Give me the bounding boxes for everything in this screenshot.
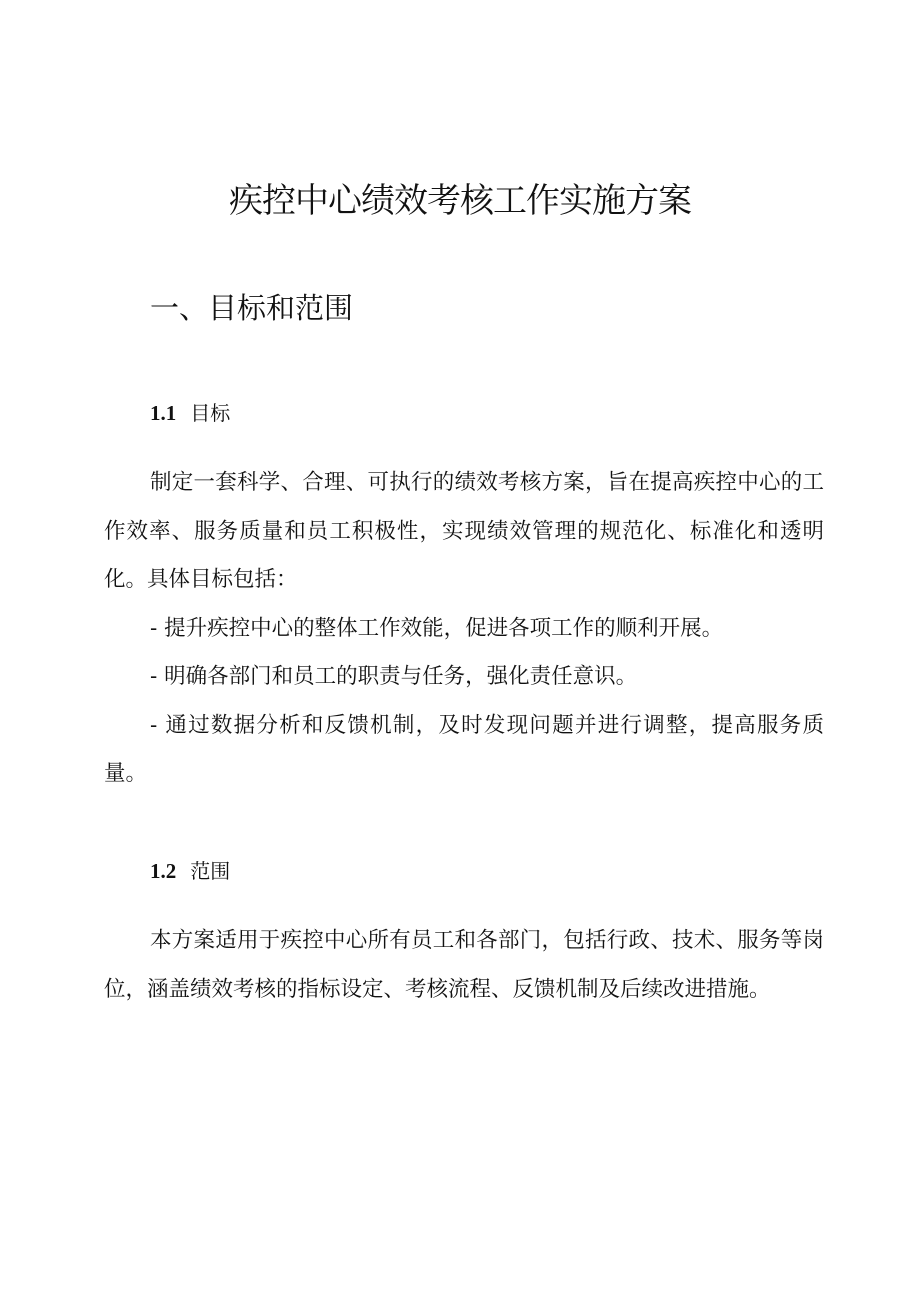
goal-bullet-item: - 明确各部门和员工的职责与任务，强化责任意识。: [150, 664, 638, 689]
document-title: 疾控中心绩效考核工作实施方案: [229, 181, 691, 221]
goal-bullet-item: - 通过数据分析和反馈机制，及时发现问题并进行调整，提高服务质量。: [104, 712, 824, 786]
section-heading-goals-scope: 一、目标和范围: [150, 291, 354, 325]
subheading-number: 1.2: [150, 859, 177, 883]
goals-body: [104, 459, 824, 799]
scope-paragraph: 本方案适用于疾控中心所有员工和各部门，包括行政、技术、服务等岗位，涵盖绩效考核的指标设定、考核流程、反馈机制及后续改进措施。: [104, 928, 824, 1002]
subheading-goals: [150, 398, 230, 428]
subheading-label: 范围: [190, 859, 231, 883]
goal-bullet-item: - 提升疾控中心的整体工作效能，促进各项工作的顺利开展。: [150, 615, 724, 641]
goals-intro-paragraph: 制定一套科学、合理、可执行的绩效考核方案，旨在提高疾控中心的工作效率、服务质量和员工积极性，实现绩效管理的规范化、标准化和透明化。具体目标包括：: [104, 470, 824, 592]
subheading-number: 1.1: [150, 401, 177, 425]
subheading-scope: [150, 856, 230, 886]
subheading-label: 目标: [190, 401, 231, 425]
scope-body: [104, 917, 824, 1014]
